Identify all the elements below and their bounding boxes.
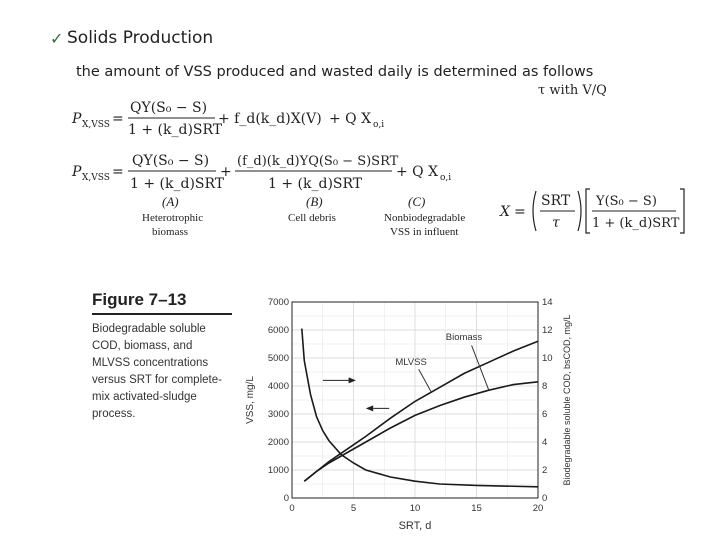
y-tick-label: 7000 [267,297,289,308]
eq2-plus: + [220,164,232,180]
y-tick-label: 2000 [267,437,289,448]
label-c-tag: (C) [408,194,426,209]
y2-tick-label: 0 [542,493,548,504]
series-label-mlvss: MLVSS [395,357,427,368]
y-axis-label: VSS, mg/L [245,376,256,424]
eq1-equals: = [112,111,124,127]
checkmark-icon: ✓ [50,29,64,48]
x-tick-label: 15 [471,503,482,514]
eq3-lhs: X [500,204,510,220]
label-c-line1: Nonbiodegradable [384,212,466,224]
series-label-biomass: Biomass [445,331,483,343]
eq3-paren-left [533,191,536,231]
eq1-numerator: QY(S₀ − S) [130,100,208,116]
term-labels [142,194,465,238]
eq1-term3-sub: o,i [373,120,385,130]
eq3-numerator-2: Y(S₀ − S) [596,194,657,209]
mlvss-leader-line [419,369,431,391]
figure-title-rule [92,313,232,315]
y2-tick-label: 6 [542,409,548,420]
caption-line: versus SRT for complete- [92,374,222,386]
label-b-line1: Cell debris [288,212,336,224]
x-tick-label: 5 [350,503,357,514]
figure-caption [92,321,242,423]
y-tick-label: 5000 [267,353,289,364]
x-axis-label: SRT, d [398,520,432,532]
y2-axis-label: Biodegradable soluble COD, bsCOD, mg/L [562,314,572,486]
y-tick-label: 3000 [267,409,289,420]
y2-tick-label: 8 [542,381,548,392]
eq2-lhs: P [72,164,82,180]
y2-tick-label: 10 [542,353,553,364]
eq1-lhs: P [72,111,82,127]
eq2-denominator-2: 1 + (k_d)SRT [268,176,363,192]
eq3-denominator-2: 1 + (k_d)SRT [592,216,680,231]
y2-tick-label: 2 [542,465,548,476]
srt-chart [240,288,580,536]
y2-tick-label: 12 [542,325,553,336]
equation-3 [499,189,684,233]
x-tick-label: 20 [532,503,544,514]
eq3-bracket-right [680,189,684,233]
eq1-lhs-sub: X,VSS [82,120,110,130]
eq1-term3: + Q X [329,111,372,127]
chart-grid [292,302,538,498]
y-tick-label: 4000 [267,381,289,392]
eq1-term2: + f_d(k_d)X(V) [218,111,322,127]
y2-tick-label: 14 [542,297,553,308]
x-tick-label: 10 [409,503,421,514]
arrow-right-head-icon [349,377,356,383]
eq2-denominator-1: 1 + (k_d)SRT [130,176,225,192]
caption-line: MLVSS concentrations [92,357,209,369]
y-tick-label: 0 [283,493,289,504]
intro-text: the amount of VSS produced and wasted daily is determined as follows [76,64,594,80]
label-a-line1: Heterotrophic [142,212,204,224]
eq2-term3-sub: o,i [440,173,452,183]
y-tick-label: 1000 [267,465,289,476]
equation-2 [71,153,451,192]
eq1-denominator: 1 + (k_d)SRT [128,122,223,138]
eq3-numerator-1: SRT [541,193,571,209]
label-a-tag: (A) [162,194,179,209]
tau-note: τ with V/Q [538,83,607,98]
caption-line: COD, biomass, and [92,340,193,352]
eq2-lhs-sub: X,VSS [82,173,110,183]
series-line-bscod [302,329,538,487]
eq2-term3: + Q X [396,164,439,180]
eq3-bracket-left [586,189,590,233]
chart-series [302,329,538,487]
caption-line: process. [92,408,136,420]
x-tick-label: 0 [289,503,295,514]
figure-title: Figure 7–13 [92,290,187,309]
eq3-paren-right [578,191,581,231]
equations-block [0,78,720,248]
arrow-left-head-icon [366,405,373,411]
section-heading: Solids Production [67,28,214,48]
equation-1 [71,100,384,138]
eq3-equals: = [514,204,526,220]
biomass-leader-line [472,345,489,390]
caption-line: Biodegradable soluble [92,323,206,335]
eq2-numerator-2: (f_d)(k_d)YQ(S₀ − S)SRT [237,154,399,169]
y-tick-label: 6000 [267,325,289,336]
label-b-tag: (B) [306,194,323,209]
label-c-line2: VSS in influent [390,226,459,238]
y2-tick-label: 4 [542,437,548,448]
eq2-equals: = [112,164,124,180]
caption-line: mix activated-sludge [92,391,197,403]
eq2-numerator-1: QY(S₀ − S) [132,153,210,169]
series-line-biomass [304,382,538,481]
label-a-line2: biomass [152,226,189,238]
eq3-denominator-1: τ [552,215,560,231]
chart-annotations [323,332,489,412]
